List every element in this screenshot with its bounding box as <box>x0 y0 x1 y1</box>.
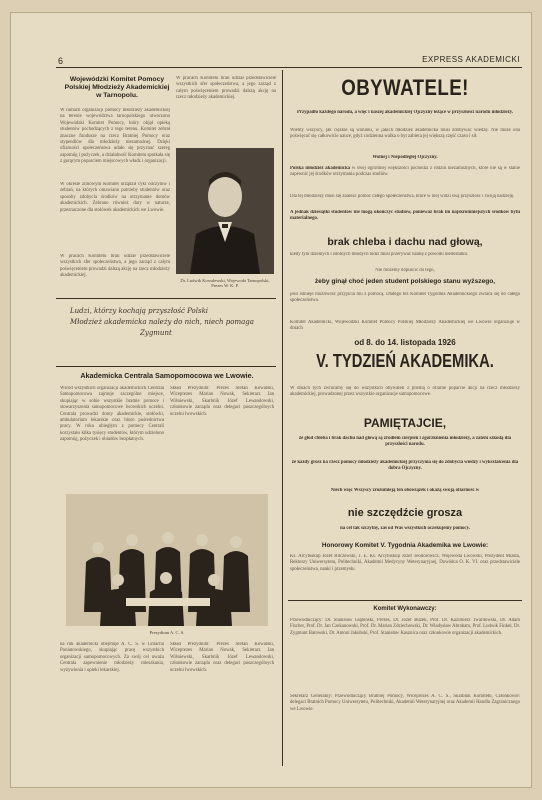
autograph <box>70 306 270 362</box>
appeal-para-8: W dniach tych zwracamy się do wszystkich obywateli z prośbą o ofiarne poparcie akcji na rzecz młodzieży akademickiej, prowadzonej przez wszystkie organizacje samopomocowe. <box>290 386 520 398</box>
article-1-body-b: W okresie zimowym Komitet urządził cykl odczytów i zebrań, na których omawiano potrzeby studentów oraz sposoby zdobycia środków na utrzymanie domów akademickich. Zebrano również dary w naturze, przeznaczone dla stołówek akademickich we Lwowie. <box>60 182 170 213</box>
appeal-para-5: Nie możemy dopuścić do tego, <box>375 268 435 273</box>
portrait-photo <box>176 148 274 274</box>
article-1-body-c: W pracach Komitetu brali udział przedstawiciele wszystkich sfer społeczeństwa, a jego zarząd z całym poświęceniem prowadzi dalszą akcję na rzecz młodzieży akademickiej. <box>60 254 170 279</box>
group-figures <box>66 494 268 626</box>
appeal-para-2-text: w swej ogromnej większości pochodzi z rodzin niezamożnych, które nie są w stanie zapewnić jej środków utrzymania podczas studiów. <box>290 166 520 178</box>
exec-committee-title: Komitet Wykonawczy: <box>373 606 437 612</box>
appeal-bold-4: że głód chleba i brak dachu nad głową są źródłem cierpień i zgorzknienia młodzieży, a zatem szkodą dla przyszłości narodu. <box>298 436 512 448</box>
appeal-bold-3: żeby ginął choć jeden student polskiego stanu wyższego, <box>314 278 496 285</box>
article-2-body-col2: Skład Prezydium: Prezes Stefan Kowalski, Wiceprezes Marian Nowak, Sekretarz Jan Wiśniewski, Skarbnik Józef Lewandowski, członkowie zarządu oraz delegaci poszczególnych uczelni lwowskich. <box>170 386 274 417</box>
event-title: V. TYDZIEŃ AKADEMIKA. <box>316 351 494 371</box>
page-number: 6 <box>58 56 64 66</box>
appeal-para-1: Wiemy wszyscy, jak ciężkie są warunki, w jakich młodzież akademicka musi zdobywać wiedzę. Nie może ona poświęcać się całkowicie nauce, gdyż codzienna walka o byt zabiera jej większą część czasu i sił. <box>290 128 520 140</box>
event-dates: od 8. do 14. listopada 1926 <box>354 338 456 347</box>
running-title: EXPRESS AKADEMICKI <box>422 55 520 64</box>
appeal-bold-5: że każdy grosz na rzecz pomocy młodzieży akademickiej przyczynia się do zdobycia wiedzy i wykształcenia dla dobra Ojczyzny. <box>291 460 519 472</box>
article-2-title: Akademicka Centrala Samopomocowa we Lwowie. <box>80 371 254 380</box>
portrait-figure <box>176 148 274 274</box>
appeal-bold-1: Wolnej i Niepodległej Ojczyzny. <box>372 155 438 160</box>
appeal-lead: Przypadło każdego narodu, a więc i naszej akademickiej Ojczyzny leżące w przyszłości narodu młodzieży. <box>296 110 514 115</box>
appeal-big-1: brak chleba i dachu nad głową, <box>327 236 483 248</box>
rule-above-autograph <box>56 298 276 299</box>
appeal-para-4: kiedy tylu dzielnych i zdolnych młodych ludzi musi przerywać naukę z powodu niedostatku. <box>290 252 469 257</box>
article-1-continuation: W pracach Komitetu brali udział przedstawiciele wszystkich sfer społeczeństwa, a jego zarząd z całym poświęceniem prowadzi dalszą akcję na rzecz młodzieży akademickiej. <box>176 76 276 101</box>
exec-committee-body-2: Sekretarz Generalny: Przewodniczący Bratniej Pomocy, Wiceprezes A. C. S., Skarbnik Komitetu, Członkowie: delegaci Bratnich Pomocy Uniwersytetu, Politechniki, Akademii Weterynaryjnej oraz Akademii Handlu Zagranicznego we Lwowie. <box>290 694 520 712</box>
group-photo <box>66 494 268 626</box>
appeal-para-7: Komitet Akademicki, Wojewódzki Komitet Pomocy Polskiej Młodzieży Akademickiej we Lwowie organizuje w dniach <box>290 320 520 332</box>
exec-committee-body: Przewodniczący: Dr. Stanisław Głąbiński, Prezes, Dr. Józef Buzek, Prof. Dr. Kazimierz Twardowski, Dr. Adam Fischer, Prof. Dr. Jan Czekanowski, Prof. Dr. Marian Zdziechowski, Dr. Władysław Abraham, Prof. Ludwik Finkel, Dr. Zygmunt Batowski, Dr. Antoni Jakubski, Prof. Stanisław Kasznica oraz członkowie organizacji akademickich. <box>290 618 520 636</box>
article-1-body-a: W ramach organizacji pomocy młodzieży akademickiej na terenie województwa tarnopolskiego utworzono Wojewódzki Komitet Pomocy, który objął opieką studentów pochodzących z tego terenu. Komitet zebrał znaczne fundusze na rzecz Bratniej Pomocy oraz stypendiów dla młodzieży niezamożnej. Dzięki ofiarności społeczeństwa udało się przyznać szereg zapomóg i pożyczek, a działalność Komitetu spotkała się z gorącym poparciem miejscowych władz i organizacji. <box>60 108 170 165</box>
appeal-para-6: jeśli istnieje możliwość przyjścia mu z pomocą. Dlatego też Komitet Tygodnia Akademickiego zwraca się do całego społeczeństwa. <box>290 292 520 304</box>
column-divider <box>282 70 283 766</box>
rule-above-exec <box>288 600 522 601</box>
appeal-bold-7: na cel tak szczytny, zaś od Was wszystkich oczekujemy pomocy. <box>340 526 470 531</box>
appeal-big-2: nie szczędźcie grosza <box>347 507 463 519</box>
appeal-para-2-bold: Polska młodzież akademicka <box>290 166 351 171</box>
newspaper-page <box>10 12 532 788</box>
article-2-foot-col2: Skład Prezydium: Prezes Stefan Kowalski, Wiceprezes Marian Nowak, Sekretarz Jan Wiśniewski, Skarbnik Józef Lewandowski, członkowie zarządu oraz delegaci poszczególnych uczelni lwowskich. <box>170 642 274 673</box>
article-2-body-col1: Wśród wszystkich organizacji akademickich Centrala Samopomocowa zajmuje szczególne miejsce, skupiając w sobie wszystkie bratnie pomoce i stowarzyszenia samopomocowe lwowskich uczelni. Centrala prowadzi domy akademickie, stołówki, ambulatorium lekarskie oraz biuro pośrednictwa pracy. W roku ubiegłym z pomocy Centrali korzystało kilka tysięcy studentów, którym udzielono zapomóg, pożyczek i obiadów bezpłatnych. <box>60 386 164 443</box>
header-rule <box>56 67 522 68</box>
autograph-line-2: Młodzież akademicka należy do nich, niech pomaga <box>70 318 254 326</box>
rule-below-autograph <box>56 366 276 367</box>
appeal-bold-2: A jednak dziesiątki studentów nie mogą ukończyć studiów, ponieważ brak im najskromniejszych środków bytu materialnego. <box>290 210 520 222</box>
portrait-caption: Dr. Ludwik Kowalewski, Wojewoda Tarnopolski, Prezes W. K. P. <box>180 278 270 288</box>
appeal-title: OBYWATELE! <box>341 75 469 100</box>
appeal-para-2 <box>290 166 520 192</box>
article-2-foot-col1: na rok akademicki obejmuje A. C. S. w Gmachu Poniatowskiego, skupiając pracę wszystkich organizacji samopomocowych. Za swój cel uważa Centrala zapewnienie młodzieży mieszkania, wyżywienia i opieki lekarskiej. <box>60 642 164 673</box>
article-1-title: Wojewódzki Komitet Pomocy Polskiej Młodzieży Akademickiej w Tarnopolu. <box>64 76 170 99</box>
group-caption: Prezydium A. C. S. <box>149 630 185 635</box>
autograph-line-1: Ludzi, którzy kochają przyszłość Polski <box>70 307 209 315</box>
autograph-signature: Zygmunt <box>140 329 172 337</box>
appeal-bold-6: Niech więc Wszyscy zrozumieją ten obowiązek i okażą swoją ofiarność w <box>330 488 480 493</box>
appeal-para-3: Dla tej młodzieży musi się znaleźć pomoc całego społeczeństwa, które w niej widzi swą przyszłość i swoją nadzieję. <box>290 194 515 199</box>
honor-committee-title: Honorowy Komitet V. Tygodnia Akademika we Lwowie: <box>321 542 489 549</box>
honor-committee-body: Ks. Arcybiskup Józef Bilczewski, J. E. Ks. Arcybiskup Józef Teodorowicz, Wojewoda Lwowski, Prezydent Miasta, Rektorzy Uniwersytetu, Politechniki, Akademii Medycyny Weterynaryjnej, Dowódca O. K. VI. oraz przedstawiciele społeczeństwa, nauki i przemysłu. <box>290 554 520 572</box>
remember-heading: PAMIĘTAJCIE, <box>363 416 447 430</box>
